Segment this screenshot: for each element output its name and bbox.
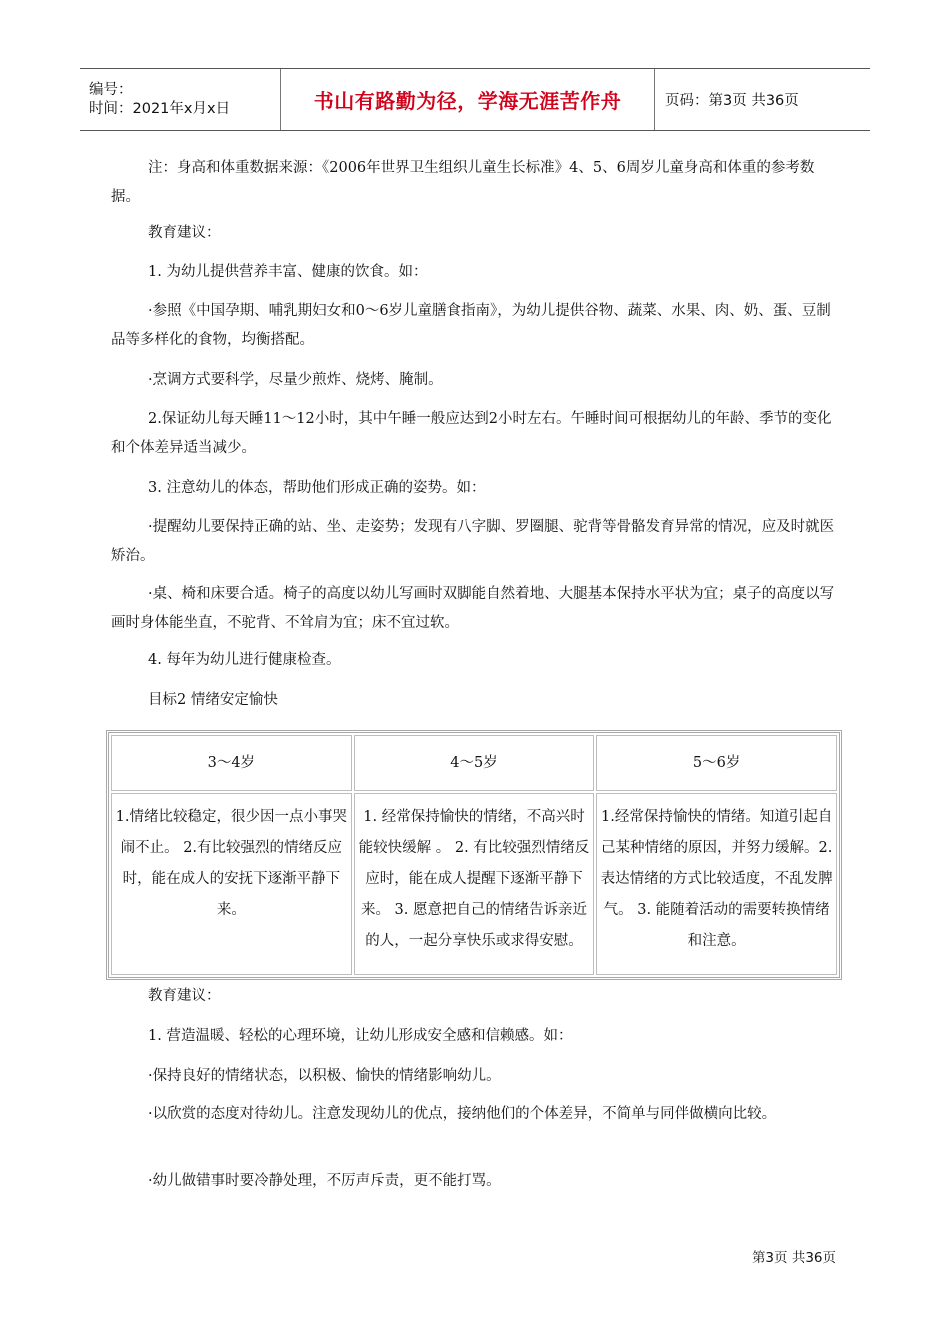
suggestion-4: 4. 每年为幼儿进行健康检查。 bbox=[148, 652, 341, 668]
bullet-7: ·幼儿做错事时要冷静处理，不厉声斥责，更不能打骂。 bbox=[148, 1173, 501, 1189]
table-row bbox=[111, 793, 837, 975]
bullet-1: ·参照《中国孕期、哺乳期妇女和0～6岁儿童膳食指南》，为幼儿提供谷物、蔬菜、水果、肉、奶、蛋、豆制品等多样化的食物，均衡搭配。 bbox=[111, 303, 831, 348]
header-age-4-5: 4～5岁 bbox=[354, 735, 595, 791]
header-motto: 书山有路勤为径，学海无涯苦作舟 bbox=[281, 69, 655, 130]
suggestion-2: 2.保证幼儿每天睡11～12小时，其中午睡一般应达到2小时左右。午睡时间可根据幼儿的年龄、季节的变化和个体差异适当减少。 bbox=[111, 411, 832, 456]
bullet-2: ·烹调方式要科学，尽量少煎炸、烧烤、腌制。 bbox=[148, 372, 443, 388]
bullet-3: ·提醒幼儿要保持正确的站、坐、走姿势；发现有八字脚、罗圈腿、驼背等骨骼发育异常的情况，应及时就医矫治。 bbox=[111, 519, 835, 564]
header-meta bbox=[80, 69, 281, 130]
suggestion-5: 1. 营造温暖、轻松的心理环境，让幼儿形成安全感和信赖感。如： bbox=[148, 1028, 573, 1044]
table-header-row bbox=[111, 735, 837, 791]
edu-heading-1: 教育建议： bbox=[148, 225, 221, 241]
header-age-5-6: 5～6岁 bbox=[596, 735, 837, 791]
cell-age-5-6: 1.经常保持愉快的情绪。知道引起自己某种情绪的原因，并努力缓解。2.表达情绪的方式比较适度，不乱发脾气。 3. 能随着活动的需要转换情绪和注意。 bbox=[596, 793, 837, 975]
header-page-label: 页码：第3页 共36页 bbox=[665, 93, 799, 109]
page-footer: 第3页 共36页 bbox=[751, 1250, 836, 1266]
bullet-6: ·以欣赏的态度对待幼儿。注意发现幼儿的优点，接纳他们的个体差异，不简单与同伴做横向比较。 bbox=[148, 1106, 777, 1122]
cell-age-3-4: 1.情绪比较稳定，很少因一点小事哭闹不止。 2.有比较强烈的情绪反应时，能在成人的安抚下逐渐平静下来。 bbox=[111, 793, 352, 975]
bullet-4: ·桌、椅和床要合适。椅子的高度以幼儿写画时双脚能自然着地、大腿基本保持水平状为宜；桌子的高度以写画时身体能坐直，不驼背、不耸肩为宜；床不宜过软。 bbox=[111, 586, 835, 631]
cell-age-4-5: 1. 经常保持愉快的情绪，不高兴时能较快缓解 。 2. 有比较强烈情绪反应时，能在成人提醒下逐渐平静下来。 3. 愿意把自己的情绪告诉亲近的人，一起分享快乐或求得安慰。 bbox=[354, 793, 595, 975]
time-label: 时间：2021年x月x日 bbox=[89, 100, 231, 117]
header-age-3-4: 3～4岁 bbox=[111, 735, 352, 791]
emotion-table bbox=[106, 730, 842, 980]
page-header bbox=[80, 68, 870, 131]
edu-heading-2: 教育建议： bbox=[148, 988, 221, 1004]
goal-2-title: 目标2 情绪安定愉快 bbox=[148, 692, 278, 708]
number-label: 编号： bbox=[89, 81, 133, 98]
bullet-5: ·保持良好的情绪状态，以积极、愉快的情绪影响幼儿。 bbox=[148, 1068, 501, 1084]
suggestion-1: 1. 为幼儿提供营养丰富、健康的饮食。如： bbox=[148, 264, 428, 280]
note-paragraph: 注：身高和体重数据来源：《2006年世界卫生组织儿童生长标准》4、5、6周岁儿童身高和体重的参考数据。 bbox=[111, 160, 815, 205]
suggestion-3: 3. 注意幼儿的体态，帮助他们形成正确的姿势。如： bbox=[148, 480, 486, 496]
